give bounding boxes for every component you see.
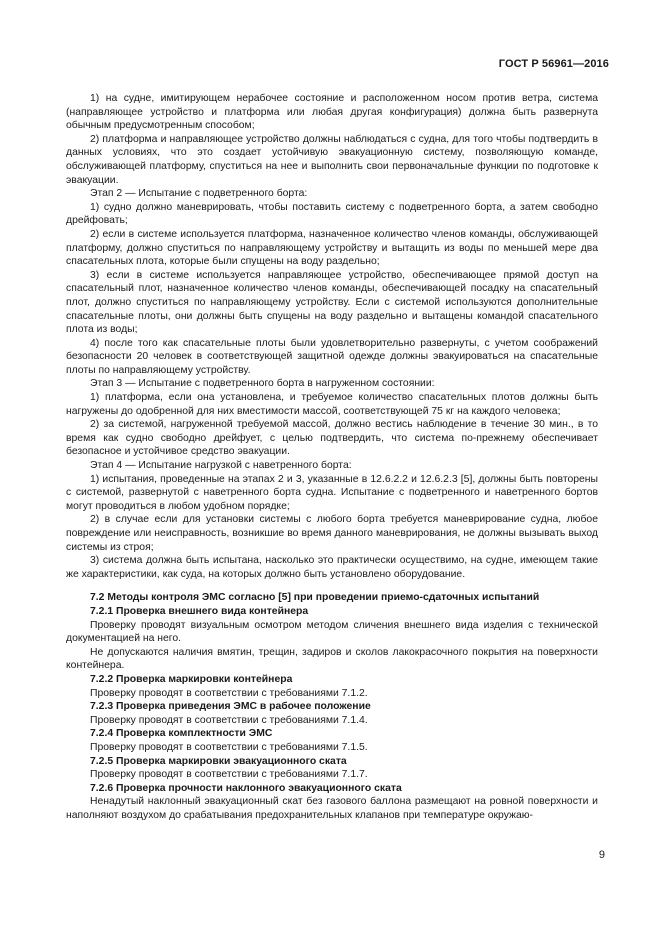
paragraph: Проверку проводят в соответствии с требованиями 7.1.4. [90,714,368,726]
paragraph: Ненадутый наклонный эвакуационный скат без газового баллона размещают на ровной поверхности и наполняют воздухом до срабатывания предохранительных клапанов при температуре окружаю- [66,796,598,821]
subsection-heading: 7.2.2 Проверка маркировки контейнера [90,673,293,685]
paragraph: 3) если в системе используется направляющее устройство, обеспечивающее прямой доступ на спасательный плот, назначенное количество членов команды, обеспечивающей посадку на спасательный плот, должно спуститься по направляющему устройству. Если с системой используются дополнительные спасательные плоты, они должны быть спущены на воду раздельно и вытащены командой спасательного плота из воды; [66,269,598,336]
paragraph: 2) за системой, нагруженной требуемой массой, должно вестись наблюдение в течение 30 мин., в то время как судно свободно дрейфует, с целью подтвердить, что система по-прежнему обеспечивает безопасное и устойчивое средство эвакуации. [66,419,598,458]
paragraph: 4) после того как спасательные плоты были удовлетворительно развернуты, с учетом соображений безопасности 20 человек в соответствующей защитной одежде должны эвакуироваться на спасательные плоты по направляющему устройству. [66,337,598,376]
paragraph: Проверку проводят в соответствии с требованиями 7.1.7. [90,769,368,781]
paragraph: 1) платформа, если она установлена, и требуемое количество спасательных плотов должны быть нагружены до одобренной для них вместимости массой, соответствующей 75 кг на каждого человека; [66,392,598,417]
paragraph: Этап 2 — Испытание с подветренного борта: [90,188,308,200]
paragraph: 2) в случае если для установки системы с любого борта требуется маневрирование судна, любое повреждение или неисправность, возникшие во время данного маневрирования, не должны вызывать выход системы из строя; [66,514,598,553]
paragraph: 3) система должна быть испытана, насколько это практически осуществимо, на судне, имеющем такие же характеристики, как суда, на которых должно быть установлено оборудование. [66,555,598,580]
paragraph: Проверку проводят в соответствии с требованиями 7.1.5. [90,741,368,753]
paragraph: 2) если в системе используется платформа, назначенное количество членов команды, обслуживающей платформу, должно спуститься по направляющему устройству и вытащить из воды по меньшей мере два спасательных плота, которые были спущены на воду раздельно; [66,228,598,268]
paragraph: Этап 4 — Испытание нагрузкой с наветренного борта: [90,460,352,472]
paragraph: 1) испытания, проведенные на этапах 2 и 3, указанные в 12.6.2.2 и 12.6.2.3 [5], должны быть повторены с системой, развернутой с наветренного борта судна. Испытание с подветренного и наветренного бортов могут проводиться в любом удобном порядке; [66,473,598,512]
page-number: 9 [598,849,605,861]
subsection-heading: 7.2.4 Проверка комплектности ЭМС [90,728,273,740]
standard-header: ГОСТ Р 56961—2016 [498,58,609,70]
paragraph: Проверку проводят визуальным осмотром методом сличения внешнего вида изделия с технической документацией на него. [66,619,598,645]
subsection-heading: 7.2.3 Проверка приведения ЭМС в рабочее положение [90,701,371,713]
section-heading: 7.2 Методы контроля ЭМС согласно [5] при проведении приемо-сдаточных испытаний [90,592,540,604]
document-body [66,92,598,822]
paragraph: Этап 3 — Испытание с подветренного борта в нагруженном состоянии: [90,378,435,390]
paragraph: Проверку проводят в соответствии с требованиями 7.1.2. [90,687,368,699]
paragraph: 2) платформа и направляющее устройство должны наблюдаться с судна, для того чтобы подтвердить в данных условиях, что это создает устойчивую эвакуационную систему, позволяющую команде, обслуживающей платформу, спуститься на нее и выполнить свои первоначальные функции по подготовке к эвакуации. [66,133,598,186]
paragraph: 1) на судне, имитирующем нерабочее состояние и расположенном носом против ветра, система (направляющее устройство и платформа или любая другая конфигурация) должна быть развернута обычным предусмотренным способом; [66,93,598,132]
paragraph: Не допускаются наличия вмятин, трещин, задиров и сколов лакокрасочного покрытия на поверхности контейнера. [66,646,598,672]
subsection-heading: 7.2.5 Проверка маркировки эвакуационного ската [90,755,347,767]
subsection-heading: 7.2.1 Проверка внешнего вида контейнера [90,605,309,617]
subsection-heading: 7.2.6 Проверка прочности наклонного эвакуационного ската [90,782,402,794]
paragraph: 1) судно должно маневрировать, чтобы поставить систему с подветренного борта, а затем свободно дрейфовать; [66,201,598,227]
